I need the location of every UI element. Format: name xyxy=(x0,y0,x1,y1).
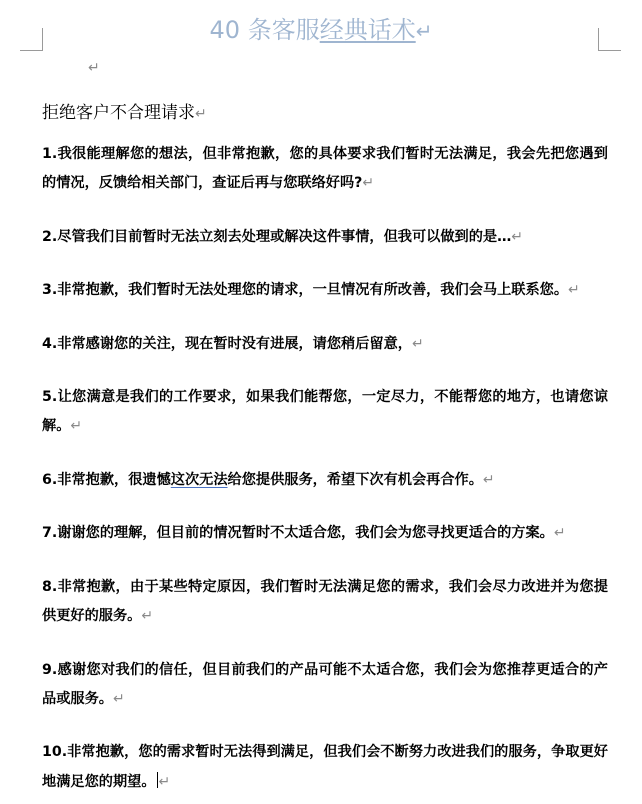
paragraph-mark-icon: ↵ xyxy=(415,19,433,43)
list-item-text[interactable]: 5.让您满意是我们的工作要求，如果我们能帮您，一定尽力，不能帮您的地方，也请您谅解。 xyxy=(42,389,608,435)
paragraph-mark-icon: ↵ xyxy=(568,282,580,299)
list-item-1[interactable] xyxy=(42,140,608,198)
list-item-text[interactable]: 2.尽管我们目前暂时无法立刻去处理或解决这件事情，但我可以做到的是… xyxy=(42,228,512,245)
list-item-8[interactable] xyxy=(42,573,608,631)
list-item-4[interactable] xyxy=(42,330,608,359)
text-cursor xyxy=(157,772,158,788)
document-title[interactable] xyxy=(0,14,642,47)
list-item-2[interactable] xyxy=(42,223,608,252)
grammar-underlined-text[interactable]: 这次无法 xyxy=(170,471,228,488)
list-item-9[interactable] xyxy=(42,656,608,714)
paragraph-mark-icon: ↵ xyxy=(112,690,125,707)
list-item-3[interactable] xyxy=(42,276,608,305)
document-body[interactable] xyxy=(42,140,608,797)
title-prefix[interactable]: 40 条客服 xyxy=(209,16,320,44)
paragraph-mark-icon: ↵ xyxy=(158,773,171,790)
section-heading-text[interactable]: 拒绝客户不合理请求 xyxy=(42,103,195,123)
paragraph-mark-icon: ↵ xyxy=(141,608,154,625)
paragraph-mark-icon: ↵ xyxy=(362,175,375,192)
list-item-text[interactable]: 7.谢谢您的理解，但目前的情况暂时不太适合您，我们会为您寻找更适合的方案。 xyxy=(42,525,554,542)
paragraph-mark-icon: ↵ xyxy=(553,525,566,542)
paragraph-mark-icon: ↵ xyxy=(411,335,424,352)
list-item-text[interactable]: 9.感谢您对我们的信任，但目前我们的产品可能不太适合您，我们会为您推荐更适合的产品或服务。 xyxy=(42,661,608,707)
list-item-text[interactable]: 3.非常抱歉，我们暂时无法处理您的请求，一旦情况有所改善，我们会马上联系您。 xyxy=(42,282,569,299)
paragraph-mark-icon: ↵ xyxy=(88,60,100,76)
title-link[interactable]: 经典话术 xyxy=(319,16,416,44)
list-item-5[interactable] xyxy=(42,383,608,441)
list-item-7[interactable] xyxy=(42,519,608,548)
list-item-6[interactable] xyxy=(42,466,608,495)
list-item-text[interactable]: 1.我很能理解您的想法，但非常抱歉，您的具体要求我们暂时无法满足，我会先把您遇到的情况，反馈给相关部门，查证后再与您联络好吗? xyxy=(42,146,608,192)
section-heading[interactable] xyxy=(42,101,207,126)
empty-paragraph[interactable] xyxy=(88,60,100,76)
paragraph-mark-icon: ↵ xyxy=(511,228,523,245)
list-item-10[interactable] xyxy=(42,738,608,796)
list-item-text[interactable]: 10.非常抱歉，您的需求暂时无法得到满足，但我们会不断努力改进我们的服务，争取更好地满足您的期望。 xyxy=(42,744,608,790)
list-item-text[interactable]: 8.非常抱歉，由于某些特定原因，我们暂时无法满足您的需求，我们会尽力改进并为您提供更好的服务。 xyxy=(42,578,608,625)
paragraph-mark-icon: ↵ xyxy=(482,471,495,488)
list-item-text[interactable]: 6.非常抱歉，很遗憾 xyxy=(42,471,171,488)
paragraph-mark-icon: ↵ xyxy=(70,418,83,435)
paragraph-mark-icon: ↵ xyxy=(195,106,207,122)
list-item-text[interactable]: 给您提供服务，希望下次有机会再合作。 xyxy=(227,471,483,488)
list-item-text[interactable]: 4.非常感谢您的关注，现在暂时没有进展，请您稍后留意， xyxy=(42,335,412,352)
